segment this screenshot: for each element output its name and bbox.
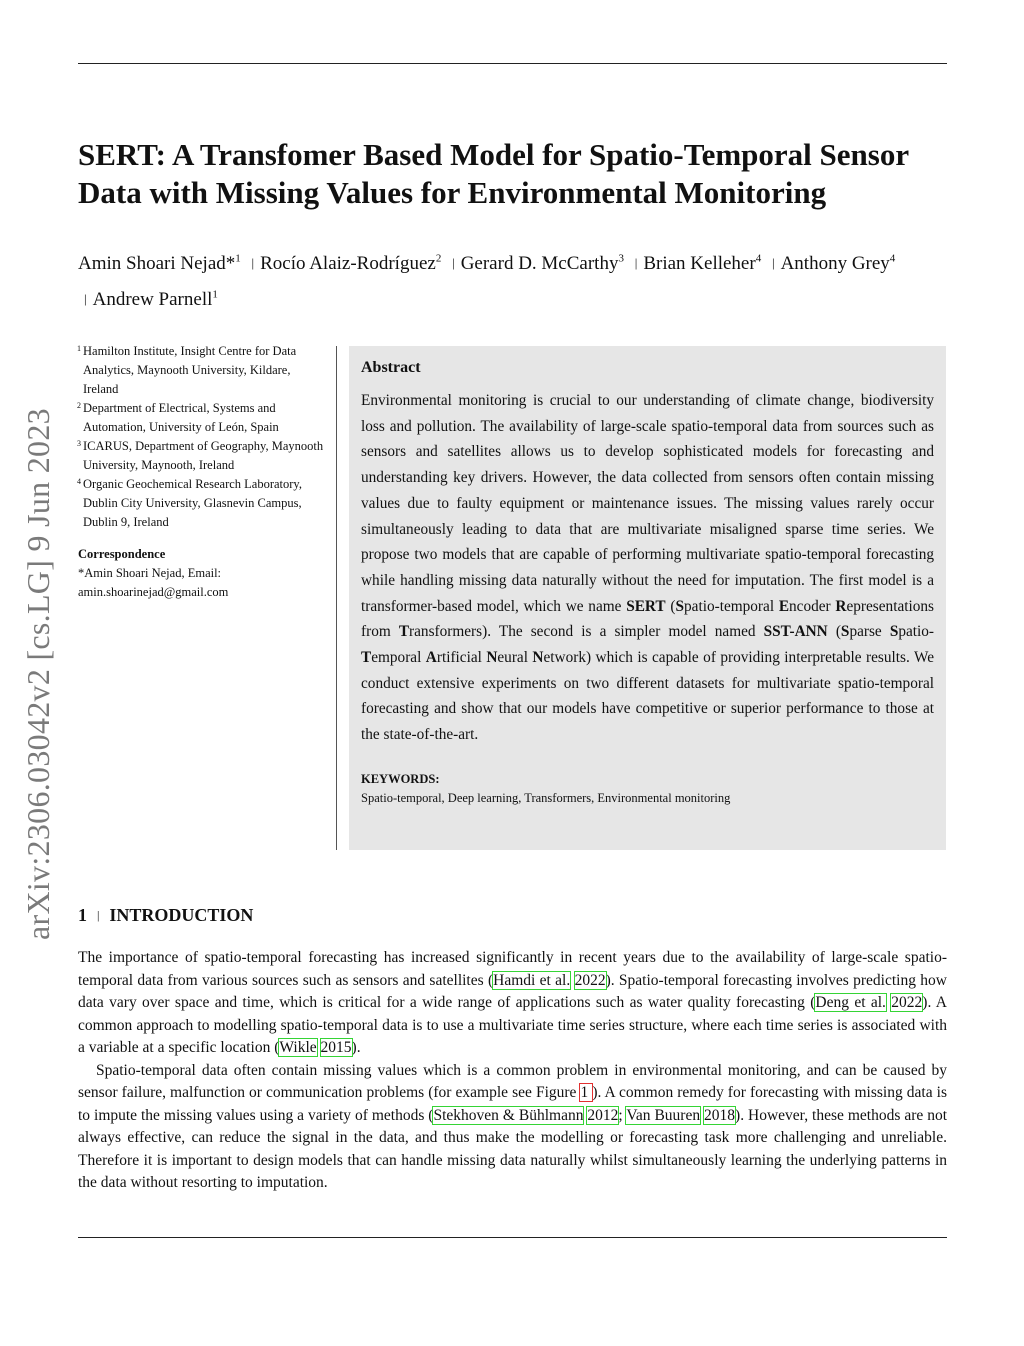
acronym-word: eural — [497, 649, 533, 667]
intro-paragraph-1 — [78, 947, 947, 1060]
acronym-letter: R — [835, 597, 847, 615]
acronym-letter: A — [425, 649, 437, 667]
acronym-letter: S — [840, 623, 850, 641]
intro-text: ). Spatio-temporal forecasting involves predicting how data vary over space and time, which is critical for a wide range of applications such as water quality forecasting ( — [78, 971, 948, 1011]
citation-link[interactable]: 2015 — [320, 1039, 352, 1056]
author-affiliation-mark: 1 — [235, 253, 241, 265]
acronym-letter: N — [486, 649, 498, 667]
affiliation-text: Department of Electrical, Systems and Automation, University of León, Spain — [83, 401, 279, 434]
affiliation-number: 2 — [77, 401, 81, 410]
acronym-word: patio-temporal — [684, 597, 779, 615]
affiliation-item — [78, 475, 328, 532]
affiliation-number: 4 — [77, 477, 81, 486]
author-separator: | — [771, 255, 775, 271]
correspondence-email[interactable]: amin.shoarinejad@gmail.com — [78, 585, 229, 599]
keywords: Spatio-temporal, Deep learning, Transformers, Environmental monitoring — [361, 790, 731, 805]
top-rule — [78, 63, 947, 64]
intro-text: ). A common approach to modelling spatio-temporal data is to use a multivariate time series structure, where each time series is associated with a variable at a specific location ( — [78, 994, 948, 1056]
author-list — [78, 244, 948, 315]
author-affiliation-mark: 1 — [212, 288, 218, 301]
acronym-word: epresentations from — [361, 597, 934, 641]
author-name: Anthony Grey — [780, 253, 890, 275]
abstract-heading: Abstract — [361, 359, 421, 376]
abstract-text: ( — [665, 597, 676, 615]
citation-link[interactable]: Wikle — [279, 1039, 317, 1056]
abstract-text: ) which is capable of providing interpretable results. We conduct extensive experiments on two different datasets for multivariate spatio-temporal forecasting and show that our models have competitive or superior performance to those at the state-of-the-art. — [361, 649, 934, 744]
acronym-word: ncoder — [789, 597, 836, 615]
intro-text: The importance of spatio-temporal forecasting has increased significantly in recent years due to the availability of large-scale spatio-temporal data from various sources such as sensors and satellites ( — [78, 949, 947, 989]
intro-text — [570, 972, 574, 989]
citation-link[interactable]: Deng et al. — [815, 994, 886, 1011]
affiliation-number: 3 — [77, 439, 81, 448]
intro-text: Spatio-temporal data often contain missing values which is a common problem in environmental monitoring, and can be caused by sensor failure, malfunction or communication problems (for example see Figure — [78, 1061, 947, 1101]
intro-text — [317, 1039, 321, 1056]
citation-link[interactable]: Van Buuren — [626, 1106, 701, 1124]
affiliations — [78, 342, 328, 532]
keywords-heading: KEYWORDS: — [361, 771, 440, 786]
intro-text: ). However, these methods are not always effective, can reduce the signal in the data, and thus make the modelling or forecasting task more challenging and unreliable. Therefore it is important to design models that can handle missing data naturally whilst simultaneously learning the underlying patterns in the data without resorting to imputation. — [78, 1106, 947, 1191]
citation-link[interactable]: 2022 — [574, 971, 606, 989]
section-heading — [78, 903, 253, 927]
affiliation-number: 1 — [77, 344, 81, 353]
acronym-word: emporal — [371, 649, 426, 667]
author — [93, 289, 218, 310]
section-number: 1 — [78, 905, 87, 925]
model-name-sst-ann: SST-ANN — [763, 623, 828, 641]
intro-text: ; — [618, 1106, 627, 1124]
abstract-text: ( — [827, 623, 841, 641]
intro-text: ). A common remedy for forecasting with missing data is to impute the missing values using a variety of methods ( — [78, 1084, 948, 1124]
abstract-body — [361, 388, 934, 748]
author — [260, 253, 441, 274]
author — [643, 253, 761, 274]
acronym-word: patio- — [898, 623, 935, 641]
intro-paragraph-2 — [78, 1060, 947, 1195]
affiliation-item — [78, 342, 328, 399]
author-separator: | — [84, 290, 87, 306]
model-name-sert: SERT — [626, 597, 666, 615]
affiliation-item — [78, 399, 328, 437]
citation-link[interactable]: 2018 — [704, 1106, 736, 1124]
correspondence-name: *Amin Shoari Nejad, Email: — [78, 566, 222, 580]
paper-title: SERT: A Transfomer Based Model for Spatio-Temporal Sensor Data with Missing Values for Environmental Monitoring — [78, 137, 909, 210]
acronym-letter: T — [398, 623, 410, 641]
acronym-letter: T — [361, 649, 372, 667]
abstract-box — [349, 346, 946, 850]
affiliation-text: Hamilton Institute, Insight Centre for Data Analytics, Maynooth University, Kildare, Ireland — [83, 344, 297, 396]
acronym-word: parse — [849, 623, 890, 641]
bottom-rule — [78, 1237, 947, 1238]
affiliation-text: ICARUS, Department of Geography, Maynooth University, Maynooth, Ireland — [83, 439, 324, 472]
abstract-text: Environmental monitoring is crucial to our understanding of climate change, biodiversity loss and pollution. The availability of large-scale spatio-temporal data from sources such as sensors and satellites allows us to develop sophisticated models for forecasting and understanding key drivers. However, the data collected from sensors often contain missing values due to faulty equipment or maintenance issues. The missing values rarely occur simultaneously leading to data that are multivariate misaligned sparse time series. We propose two models that are capable of performing multivariate spatio-temporal forecasting while handling missing data naturally without the need for imputation. The first model is a transformer-based model, which we name — [361, 392, 934, 615]
citation-link[interactable]: 2012 — [587, 1106, 619, 1124]
author-name: Rocío Alaiz-Rodríguez — [260, 253, 436, 275]
correspondence-heading: Correspondence — [78, 547, 166, 561]
author-name: Andrew Parnell — [92, 288, 213, 310]
author-affiliation-mark: 4 — [755, 253, 762, 265]
author — [781, 253, 896, 274]
section-separator: | — [97, 908, 100, 922]
section-title: INTRODUCTION — [109, 905, 254, 925]
author-name: Gerard D. McCarthy — [460, 253, 619, 275]
citation-link[interactable]: Hamdi et al. — [493, 971, 571, 989]
author-separator: | — [634, 255, 638, 271]
acronym-word: etwork — [543, 649, 586, 667]
abstract-text: ). The second is a simpler model named — [482, 623, 764, 641]
correspondence — [78, 545, 328, 602]
author-affiliation-mark: 2 — [435, 253, 442, 265]
author-affiliation-mark: 4 — [889, 253, 896, 265]
acronym-letter: S — [675, 597, 685, 615]
figure-reference-link[interactable]: 1 — [580, 1084, 593, 1101]
acronym-letter: N — [532, 649, 544, 667]
author — [78, 253, 241, 274]
column-divider — [336, 346, 337, 850]
introduction — [78, 947, 947, 1195]
acronym-letter: E — [778, 597, 790, 615]
acronym-letter: S — [889, 623, 899, 641]
affiliation-text: Organic Geochemical Research Laboratory, Dublin City University, Glasnevin Campus, Dublin 9, Ireland — [83, 477, 302, 529]
acronym-word: ransformers — [409, 623, 483, 641]
intro-text: ). — [351, 1039, 361, 1056]
author-separator: | — [452, 255, 455, 271]
author-affiliation-mark: 3 — [618, 253, 624, 265]
author-name: Brian Kelleher — [643, 253, 756, 275]
author-separator: | — [251, 255, 255, 271]
citation-link[interactable]: 2022 — [891, 994, 923, 1011]
author-name: Amin Shoari Nejad* — [78, 253, 236, 275]
citation-link[interactable]: Stekhoven & Bühlmann — [433, 1106, 584, 1124]
affiliation-item — [78, 437, 328, 475]
arxiv-stamp[interactable]: arXiv:2306.03042v2 [cs.LG] 9 Jun 2023 — [20, 408, 56, 940]
author — [461, 253, 624, 274]
acronym-word: rtificial — [436, 649, 487, 667]
